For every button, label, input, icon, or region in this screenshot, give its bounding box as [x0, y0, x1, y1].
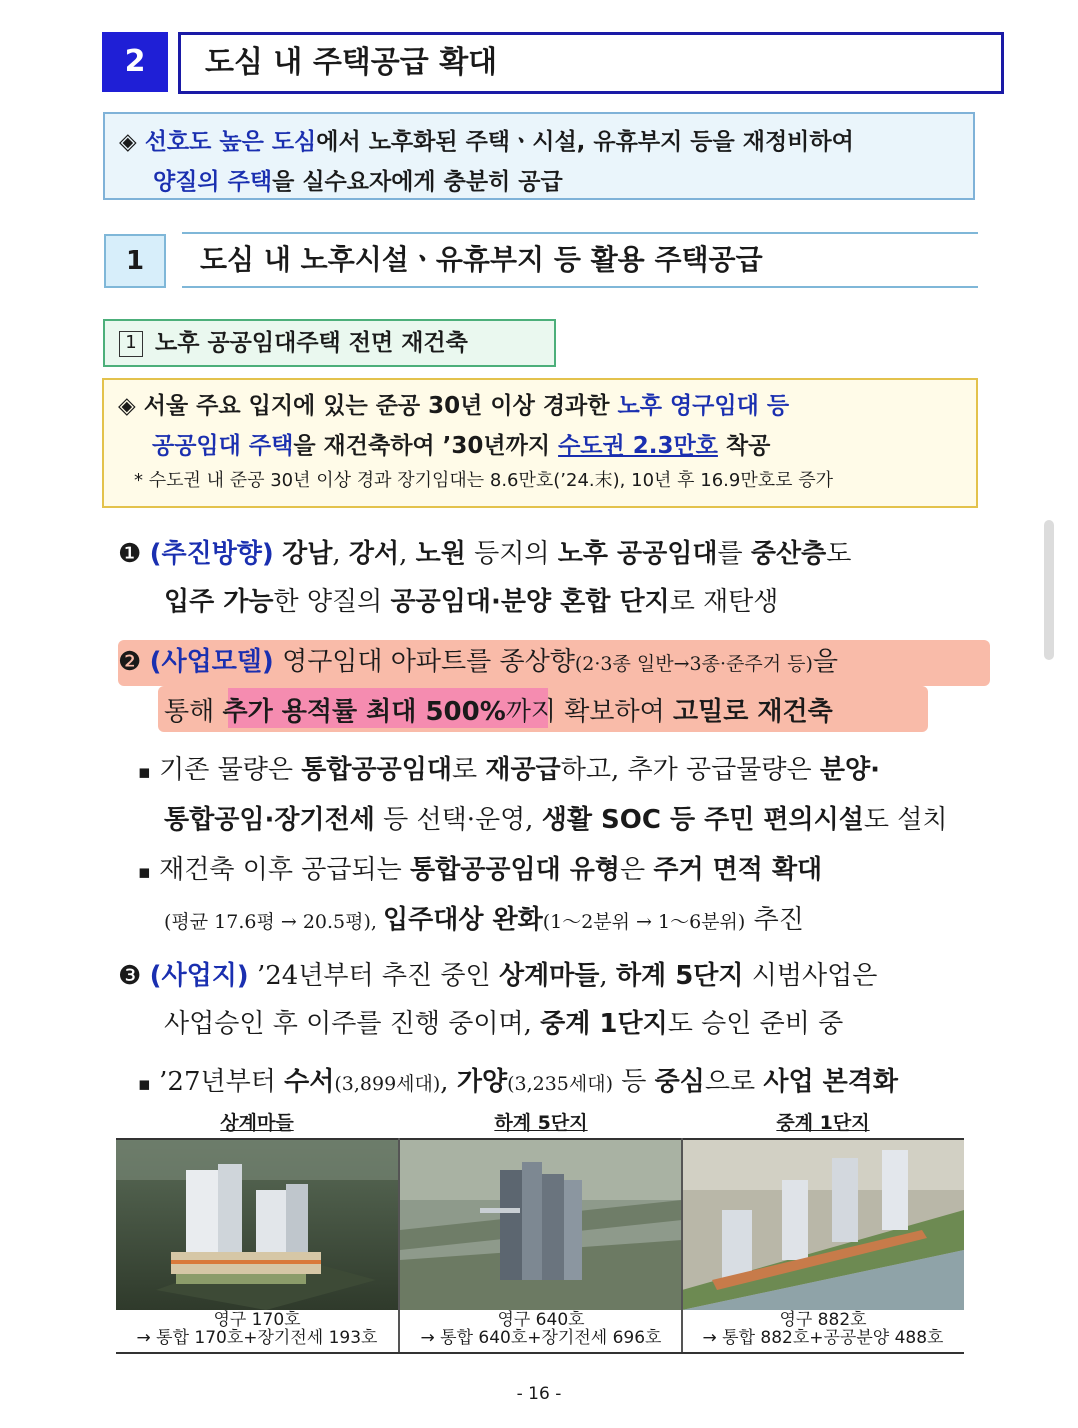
text-bold: 분양· [819, 755, 880, 785]
photo-column-hagye [400, 1110, 682, 1356]
photo-desc-line1: 영구 882호 [779, 1310, 867, 1330]
text: 등 [613, 1067, 655, 1097]
footnote: * 수도권 내 준공 30년 이상 경과 장기임대는 8.6만호(’24.末), 10년 후 16.9만호로 증가 [134, 470, 833, 491]
table-divider [681, 1138, 683, 1354]
text-bold: 생활 SOC 등 주민 편의시설 [541, 805, 864, 835]
page-number: - 16 - [516, 1384, 562, 1404]
rendering-image [682, 1138, 964, 1310]
photo-column-sanggye [116, 1110, 398, 1356]
text: 로 [451, 755, 486, 785]
circled-number-2: ❷ [118, 647, 142, 677]
text: ’24년부터 추진 중인 [248, 961, 499, 991]
text-bold: 강남 [282, 539, 333, 569]
item-title: 노후 공공임대주택 전면 재건축 [155, 330, 468, 356]
photo-desc-line1: 영구 640호 [497, 1310, 585, 1330]
bullet-icon: ▪ [138, 861, 151, 883]
key-point-highlight: 노후 영구임대 등 [617, 393, 790, 419]
text-bold: 추가 용적률 최대 500% [222, 697, 506, 727]
text-bold: 중심 [654, 1067, 705, 1097]
text-bold: 통합공공임대 유형 [410, 855, 620, 885]
text-bold: 공공임대·분양 혼합 단지 [390, 587, 670, 617]
photo-table [116, 1110, 964, 1356]
bullet-icon: ▪ [138, 761, 151, 783]
key-point-target: 수도권 2.3만호 [558, 433, 718, 459]
text-bold: 입주 가능 [164, 587, 274, 617]
text-bold: 재공급 [485, 755, 561, 785]
text-bold: 가양 [456, 1067, 508, 1097]
paragraph-label: (사업모델) [149, 647, 274, 677]
text: , [599, 961, 616, 991]
paragraph-model [118, 638, 998, 736]
text: 통해 [164, 697, 223, 727]
text-bold: 노원 [415, 539, 466, 569]
paragraph-label: (추진방향) [149, 539, 274, 569]
key-point-text: 서울 주요 입지에 있는 준공 30년 이상 경과한 [143, 393, 618, 419]
circled-number-3: ❸ [118, 961, 142, 991]
text: 은 [619, 855, 654, 885]
subsection-number: 1 [104, 234, 166, 288]
text-bold: 상계마들 [498, 961, 600, 991]
text-bold: 중계 1단지 [540, 1009, 668, 1039]
section-title: 도심 내 주택공급 확대 [178, 32, 1004, 94]
photo-desc-line2: → 통합 170호+장기전세 193호 [136, 1328, 378, 1348]
text-bold: 하계 5단지 [615, 961, 744, 991]
text-bold: 노후 공공임대 [557, 539, 718, 569]
text: 도 승인 준비 중 [667, 1009, 844, 1039]
text: ’27년부터 [159, 1067, 285, 1097]
diamond-marker-icon: ◈ [119, 129, 137, 155]
text: 하고, 추가 공급물량은 [560, 755, 820, 785]
photo-desc-line2: → 통합 882호+공공분양 488호 [702, 1328, 944, 1348]
text-bold: 사업 본격화 [763, 1067, 899, 1097]
bullet-expansion [138, 1058, 998, 1108]
summary-text-2: 을 실수요자에게 충분히 공급 [272, 169, 563, 195]
photo-column-junggye [682, 1110, 964, 1356]
text: 을 [812, 647, 839, 677]
scrollbar-thumb[interactable] [1044, 520, 1054, 660]
bullet-icon: ▪ [138, 1073, 151, 1095]
diamond-marker-icon: ◈ [118, 393, 136, 419]
paragraph-label: (사업지) [149, 961, 249, 991]
photo-caption: 상계마들 [220, 1112, 294, 1134]
text: , [332, 539, 349, 569]
table-divider [398, 1138, 400, 1354]
item-tag [103, 319, 556, 367]
text: 추진 [745, 905, 804, 935]
summary-highlight-1: 선호도 높은 도심 [144, 129, 317, 155]
rendering-image [400, 1138, 682, 1310]
text: , [440, 1067, 457, 1097]
key-point-highlight: 공공임대 주택 [152, 433, 294, 459]
photo-desc-line2: → 통합 640호+장기전세 696호 [420, 1328, 662, 1348]
text: 영구임대 아파트를 종상향 [273, 647, 575, 677]
text: 시범사업은 [743, 961, 878, 991]
text-bold: 입주대상 완화 [382, 905, 543, 935]
text-bold: 수서 [284, 1067, 335, 1097]
text: 사업승인 후 이주를 진행 중이며, [164, 1009, 541, 1039]
text-bold: 고밀로 재건축 [673, 697, 833, 727]
key-point-text: 착공 [717, 433, 771, 459]
text: 로 재탄생 [669, 587, 779, 617]
rendering-image [116, 1138, 398, 1310]
text: 도 [826, 539, 852, 569]
text: 으로 [704, 1067, 764, 1097]
text: 기존 물량은 [159, 755, 302, 785]
text-small: (평균 17.6평 → 20.5평), [164, 911, 383, 933]
item-box-number: 1 [119, 331, 143, 357]
bullet-type [138, 846, 998, 946]
text: 를 [717, 539, 751, 569]
text-small: (1～2분위 → 1～6분위) [542, 911, 746, 933]
photo-desc-line1: 영구 170호 [213, 1310, 301, 1330]
text-small: (3,899세대) [334, 1073, 441, 1095]
photo-caption: 하계 5단지 [494, 1112, 588, 1134]
key-point-box [102, 378, 978, 508]
summary-highlight-2: 양질의 주택 [153, 169, 273, 195]
text: 재건축 이후 공급되는 [159, 855, 410, 885]
section-number: 2 [102, 32, 168, 92]
table-bottom-border [116, 1352, 964, 1354]
text: 까지 확보하여 [505, 697, 674, 727]
text: 도 설치 [863, 805, 948, 835]
text-bold: 통합공공임대 [301, 755, 452, 785]
text-bold: 통합공임·장기전세 [164, 805, 375, 835]
text-bold: 주거 면적 확대 [653, 855, 823, 885]
circled-number-1: ❶ [118, 539, 142, 569]
text-small: (3,235세대) [507, 1073, 613, 1095]
paragraph-direction [118, 530, 998, 626]
text: 등지의 [465, 539, 558, 569]
bullet-supply [138, 746, 998, 844]
subsection-title: 도심 내 노후시설ㆍ유휴부지 등 활용 주택공급 [182, 232, 978, 288]
summary-box [103, 112, 975, 200]
summary-text-1: 에서 노후화된 주택ㆍ시설, 유휴부지 등을 재정비하여 [316, 129, 854, 155]
text-bold: 강서 [348, 539, 400, 569]
photo-caption: 중계 1단지 [776, 1112, 870, 1134]
text: 한 양질의 [273, 587, 391, 617]
text: 등 선택·운영, [374, 805, 542, 835]
text-bold: 중산층 [750, 539, 827, 569]
text-small: (2·3종 일반→3종·준주거 등) [574, 653, 813, 675]
paragraph-sites [118, 952, 998, 1048]
text: , [399, 539, 416, 569]
key-point-text: 을 재건축하여 ’30년까지 [293, 433, 559, 459]
